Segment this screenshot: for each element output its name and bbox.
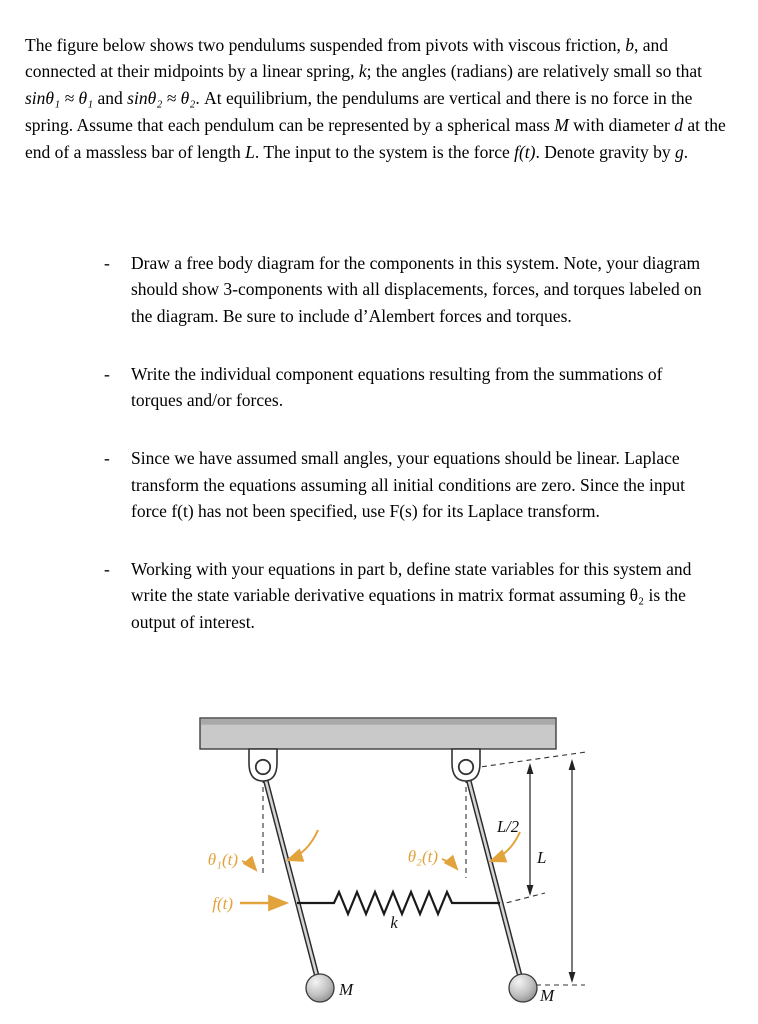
intro-var-L: L bbox=[245, 142, 255, 163]
task-text: Since we have assumed small angles, your equations should be linear. Laplace transform the equations assuming all initial conditions are zero. Since the input force f(t) has not been specified, use F(s) for its Laplace transform. bbox=[131, 448, 686, 521]
theta1-label: θ₁(t) bbox=[207, 850, 238, 869]
theta2-label: θ₂(t) bbox=[407, 847, 438, 866]
pendulum-rod-right-highlight bbox=[466, 770, 523, 988]
bullet-marker: - bbox=[104, 559, 110, 579]
intro-var-g: g bbox=[674, 142, 684, 163]
bullet-marker: - bbox=[104, 363, 110, 384]
spring-constant-label: k bbox=[390, 913, 398, 932]
task-item-3 bbox=[104, 445, 706, 524]
mass-sphere-left bbox=[306, 974, 334, 1002]
intro-segment: with diameter bbox=[568, 115, 675, 136]
task-item-2 bbox=[104, 361, 706, 414]
dimension-L-arrowhead-top bbox=[569, 759, 576, 770]
intro-math-theta2: sinθ₂ ≈ θ₂ bbox=[127, 88, 196, 109]
half-length-label: L/2 bbox=[496, 817, 519, 836]
theta1-leader-arrow bbox=[242, 861, 256, 870]
task-item-4 bbox=[104, 556, 706, 635]
intro-segment: ; the angles (radians) are relatively small so that bbox=[366, 61, 702, 82]
intro-segment: . The input to the system is the force bbox=[254, 142, 515, 163]
task-text: Write the individual component equations resulting from the summations of torques and/or forces. bbox=[131, 363, 663, 410]
angle-arc-left bbox=[288, 830, 318, 860]
intro-segment: . At equilibrium, the pendulums are vertical and there is no force in the spring. Assume that each pendulum can be represented by a spherical mass bbox=[25, 88, 693, 136]
pendulum-diagram bbox=[0, 700, 758, 1024]
force-label: f(t) bbox=[212, 894, 233, 913]
theta2-leader-arrow bbox=[442, 859, 457, 869]
intro-segment: and bbox=[93, 88, 128, 109]
bullet-marker: - bbox=[104, 253, 110, 273]
task-text: Working with your equations in part b, define state variables for this system and write the state variable derivative equations in matrix format assuming θ₂ is the output of interest. bbox=[131, 559, 692, 632]
spring bbox=[297, 892, 500, 914]
problem-statement bbox=[25, 32, 737, 167]
mass-left-label: M bbox=[339, 980, 354, 999]
pendulum-rod-left-highlight bbox=[263, 770, 320, 988]
mass-right-label: M bbox=[540, 986, 555, 1005]
intro-segment: . Denote gravity by bbox=[535, 142, 675, 163]
length-label: L bbox=[537, 848, 547, 867]
pivot-pin-right bbox=[459, 760, 473, 774]
intro-segment: The figure below shows two pendulums suspended from pivots with viscous friction, bbox=[25, 34, 626, 55]
pivot-pin-left bbox=[256, 760, 270, 774]
task-list bbox=[104, 250, 706, 667]
task-text: Draw a free body diagram for the components in this system. Note, your diagram should show 3-components with all displacements, forces, and torques labeled on the diagram. Be sure to include d’Alembert forces and torques. bbox=[131, 253, 702, 326]
intro-var-k: k bbox=[358, 61, 367, 82]
intro-segment: at the end of a massless bar of length bbox=[25, 115, 726, 163]
task-item-1 bbox=[104, 250, 706, 329]
intro-var-b: b bbox=[625, 34, 635, 55]
ceiling-top-edge bbox=[201, 719, 556, 725]
mass-sphere-right bbox=[509, 974, 537, 1002]
intro-var-M: M bbox=[554, 115, 569, 136]
dimension-L2-arrowhead-top bbox=[527, 763, 534, 774]
intro-segment: . bbox=[683, 142, 689, 163]
intro-var-ft: f(t) bbox=[514, 142, 536, 163]
intro-var-d: d bbox=[674, 115, 683, 136]
intro-math-theta1: sinθ₁ ≈ θ₁ bbox=[25, 88, 94, 109]
midpoint-dashed-line bbox=[498, 893, 545, 905]
intro-segment: , and connected at their midpoints by a linear spring, bbox=[25, 34, 669, 82]
dimension-L2-arrowhead-bottom bbox=[527, 885, 534, 896]
bullet-marker: - bbox=[104, 448, 110, 469]
dimension-L-arrowhead-bottom bbox=[569, 972, 576, 983]
angle-arc-right bbox=[491, 832, 520, 861]
